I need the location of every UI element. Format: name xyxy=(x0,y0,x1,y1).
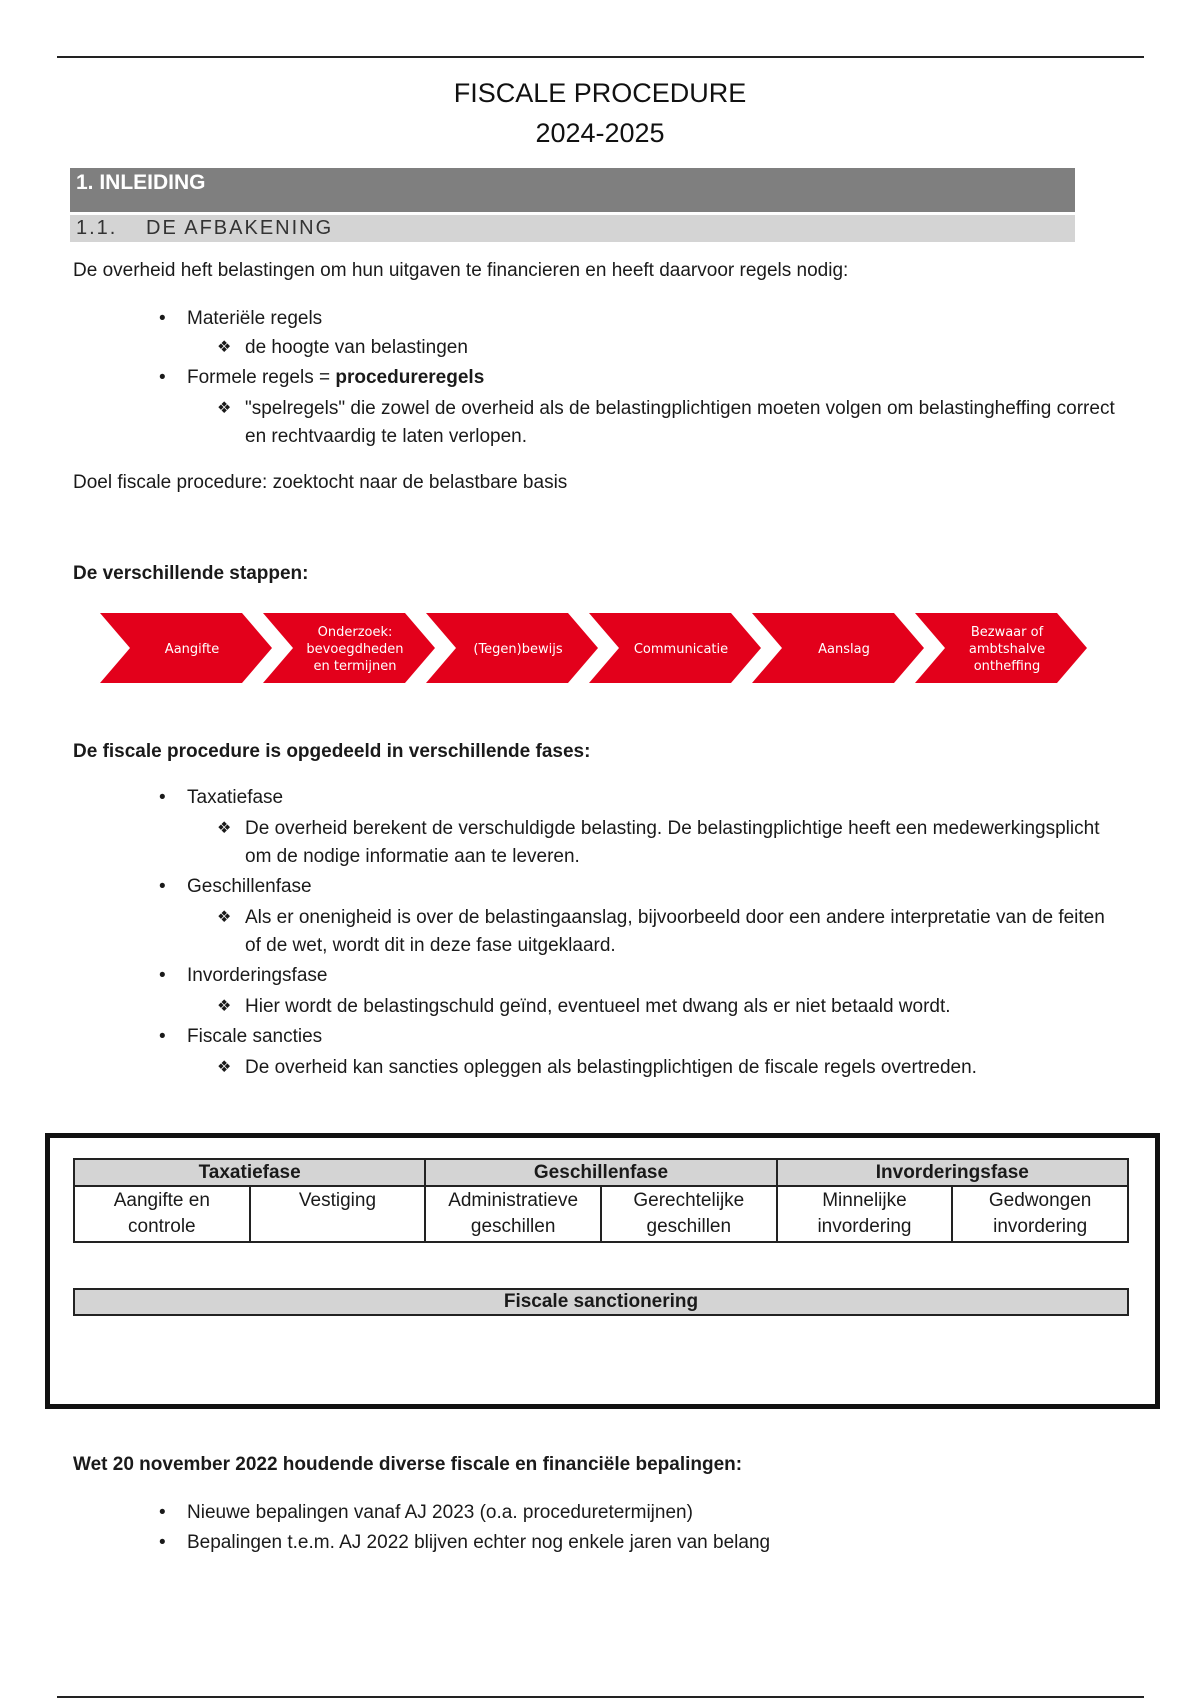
wet-heading: Wet 20 november 2022 houdende diverse fiscale en financiële bepalingen: xyxy=(73,1454,743,1475)
fiscale-sanctionering-bar: Fiscale sanctionering xyxy=(73,1288,1129,1316)
bullet-fiscale-sancties: • Fiscale sancties xyxy=(187,1026,322,1048)
formele-regels-label: Formele regels = xyxy=(187,367,336,388)
document-title: FISCALE PROCEDURE xyxy=(453,78,747,108)
bullet-bepalingen-aj2022: • Bepalingen t.e.m. AJ 2022 blijven echter nog enkele jaren van belang xyxy=(187,1532,770,1554)
process-steps-diagram xyxy=(100,609,1100,687)
process-step-6 xyxy=(915,613,1087,683)
steps-heading: De verschillende stappen: xyxy=(73,563,309,584)
fiscale-sancties-description: ❖ De overheid kan sancties opleggen als belastingplichtigen de fiscale regels overtreden. xyxy=(245,1054,1125,1082)
cell-gedwongen-invordering: Gedwongen invordering xyxy=(952,1186,1128,1242)
sub-bullet-spelregels: ❖ "spelregels" die zowel de overheid als de belastingplichtigen moeten volgen om belastingheffing correct en rechtvaardig te laten verlopen. xyxy=(245,395,1125,451)
subsection-title: DE AFBAKENING xyxy=(146,217,334,239)
process-step-label: Bezwaar of xyxy=(970,625,1044,640)
invorderingsfase-description: ❖ Hier wordt de belastingschuld geïnd, eventueel met dwang als er niet betaald wordt. xyxy=(245,993,1125,1021)
process-step-label: Communicatie xyxy=(633,642,729,657)
process-step-label: (Tegen)bewijs xyxy=(473,642,563,657)
cell-administratieve-geschillen: Administratieve geschillen xyxy=(425,1186,601,1242)
header-taxatiefase: Taxatiefase xyxy=(74,1159,425,1186)
process-step-1 xyxy=(100,613,272,683)
process-step-2 xyxy=(263,613,435,683)
process-step-label: Aangifte xyxy=(164,642,220,657)
bullet-geschillenfase: • Geschillenfase xyxy=(187,876,312,898)
geschillenfase-description: ❖ Als er onenigheid is over de belastingaanslag, bijvoorbeeld door een andere interpretatie van de feiten of de wet, wordt dit in deze fase uitgeklaard. xyxy=(245,904,1125,960)
bullet-materiele-regels: • Materiële regels xyxy=(187,308,322,330)
procedureregels-label: procedureregels xyxy=(335,367,485,388)
top-rule xyxy=(57,56,1144,58)
bottom-rule xyxy=(57,1696,1144,1698)
process-step-label: bevoegdheden xyxy=(306,642,404,657)
section-heading-inleiding: 1. INLEIDING xyxy=(70,168,1075,212)
bullet-formele-regels xyxy=(187,367,484,389)
header-geschillenfase: Geschillenfase xyxy=(425,1159,776,1186)
document-year: 2024-2025 xyxy=(535,118,665,148)
cell-gerechtelijke-geschillen: Gerechtelijke geschillen xyxy=(601,1186,777,1242)
phases-table xyxy=(73,1158,1129,1243)
doel-paragraph: Doel fiscale procedure: zoektocht naar de belastbare basis xyxy=(73,472,568,493)
cell-vestiging: Vestiging xyxy=(250,1186,426,1242)
sub-bullet-hoogte: ❖ de hoogte van belastingen xyxy=(245,334,1125,362)
intro-paragraph: De overheid heft belastingen om hun uitgaven te financieren en heeft daarvoor regels nodig: xyxy=(73,260,849,281)
header-invorderingsfase: Invorderingsfase xyxy=(777,1159,1128,1186)
taxatiefase-description: ❖ De overheid berekent de verschuldigde belasting. De belastingplichtige heeft een medewerkingsplicht om de nodige informatie aan te leveren. xyxy=(245,815,1125,871)
process-step-3 xyxy=(426,613,598,683)
bullet-taxatiefase: • Taxatiefase xyxy=(187,787,283,809)
cell-aangifte-en-controle: Aangifte en controle xyxy=(74,1186,250,1242)
process-step-label: Aanslag xyxy=(818,642,870,657)
subsection-heading-afbakening xyxy=(70,215,1075,242)
process-step-label: ontheffing xyxy=(973,659,1041,674)
subsection-number: 1.1. xyxy=(76,217,118,239)
process-step-4 xyxy=(589,613,761,683)
fases-heading: De fiscale procedure is opgedeeld in verschillende fases: xyxy=(73,741,591,762)
phases-detail-row xyxy=(74,1186,1128,1242)
process-step-5 xyxy=(752,613,924,683)
bullet-nieuwe-bepalingen: • Nieuwe bepalingen vanaf AJ 2023 (o.a. proceduretermijnen) xyxy=(187,1502,693,1524)
phases-header-row xyxy=(74,1159,1128,1186)
process-step-label: en termijnen xyxy=(313,659,397,674)
cell-minnelijke-invordering: Minnelijke invordering xyxy=(777,1186,953,1242)
bullet-invorderingsfase: • Invorderingsfase xyxy=(187,965,327,987)
process-step-label: Onderzoek: xyxy=(317,625,393,640)
process-step-label: ambtshalve xyxy=(968,642,1046,657)
